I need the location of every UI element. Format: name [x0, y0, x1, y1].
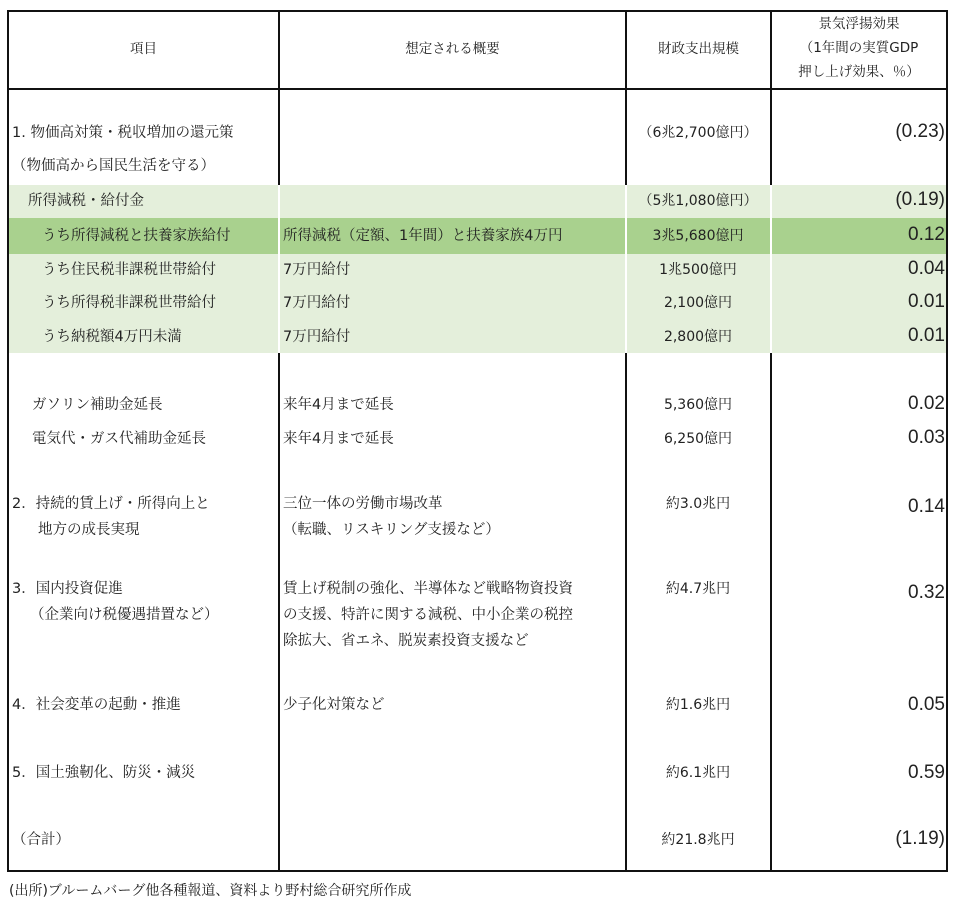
item-label: （物価高から国民生活を守る） [12, 158, 215, 174]
item-label: 電気代・ガス代補助金延長 [32, 431, 206, 447]
item-label: ガソリン補助金延長 [32, 397, 163, 413]
amount: 1兆500億円 [659, 262, 737, 278]
overview: 少子化対策など [283, 697, 385, 713]
item-label: 5．国土強靭化、防災・減災 [12, 765, 196, 781]
header-effect-line: 景気浮揚効果 [818, 16, 900, 32]
amount: 3兆5,680億円 [652, 228, 744, 244]
effect-value: 0.14 [908, 496, 945, 517]
overview: の支援、特許に関する減税、中小企業の税控 [283, 607, 573, 623]
header-effect [772, 12, 946, 84]
effect-value: 0.12 [908, 224, 945, 245]
source-note: (出所)ブルームバーグ他各種報道、資料より野村総合研究所作成 [9, 883, 412, 899]
effect-value: 0.03 [908, 427, 945, 448]
effect-value: (0.23) [895, 121, 945, 142]
overview: 除拡大、省エネ、脱炭素投資支援など [283, 633, 529, 649]
header-item: 項目 [130, 41, 157, 57]
overview: 来年4月まで延長 [283, 397, 394, 413]
header-amount: 財政支出規模 [658, 41, 739, 57]
amount: 約1.6兆円 [665, 697, 731, 713]
header-effect-line: （1年間の実質GDP [799, 40, 919, 56]
column-divider [278, 10, 280, 872]
item-label: 1. 物価高対策・税収増加の還元策 [12, 125, 234, 141]
band-gap [278, 185, 280, 353]
overview: 7万円給付 [283, 295, 351, 311]
amount: 約3.0兆円 [665, 496, 731, 512]
amount: 約21.8兆円 [661, 832, 735, 848]
item-label: 2．持続的賃上げ・所得向上と [12, 496, 210, 512]
overview: 来年4月まで延長 [283, 431, 394, 447]
item-label: うち所得税非課税世帯給付 [42, 295, 216, 311]
amount: （5兆1,080億円） [638, 193, 758, 209]
item-label: うち納税額4万円未満 [42, 329, 182, 345]
header-effect-line: 押し上げ効果、％） [798, 64, 920, 80]
item-label: うち所得減税と扶養家族給付 [42, 228, 231, 244]
amount: 2,100億円 [663, 295, 733, 311]
amount: 6,250億円 [663, 431, 733, 447]
amount: （6兆2,700億円） [638, 125, 758, 141]
overview: （転職、リスキリング支援など） [283, 522, 500, 538]
overview: 三位一体の労働市場改革 [283, 496, 443, 512]
column-divider [770, 10, 772, 872]
item-label: （合計） [12, 832, 70, 848]
amount: 約4.7兆円 [665, 581, 731, 597]
item-label: 3．国内投資促進 [12, 581, 123, 597]
effect-value: (0.19) [895, 189, 945, 210]
effect-value: 0.59 [908, 762, 945, 783]
effect-value: 0.05 [908, 694, 945, 715]
item-label: うち住民税非課税世帯給付 [42, 262, 216, 278]
band-gap [770, 185, 772, 353]
overview: 7万円給付 [283, 329, 351, 345]
item-label: 地方の成長実現 [38, 522, 140, 538]
item-label: 所得減税・給付金 [28, 193, 144, 209]
amount: 2,800億円 [663, 329, 733, 345]
item-label: （企業向け税優遇措置など） [30, 607, 219, 623]
overview: 所得減税（定額、1年間）と扶養家族4万円 [283, 228, 563, 244]
effect-value: 0.01 [908, 325, 945, 346]
header-divider [7, 88, 948, 90]
highlight-band-light [9, 185, 946, 218]
amount: 5,360億円 [663, 397, 733, 413]
effect-value: 0.04 [908, 258, 945, 279]
amount: 約6.1兆円 [665, 765, 731, 781]
overview: 7万円給付 [283, 262, 351, 278]
effect-value: 0.01 [908, 291, 945, 312]
header-overview: 想定される概要 [405, 41, 500, 57]
overview: 賃上げ税制の強化、半導体など戦略物資投資 [283, 581, 573, 597]
effect-value: (1.19) [895, 828, 945, 849]
effect-value: 0.02 [908, 393, 945, 414]
effect-value: 0.32 [908, 582, 945, 603]
item-label: 4．社会変革の起動・推進 [12, 697, 181, 713]
